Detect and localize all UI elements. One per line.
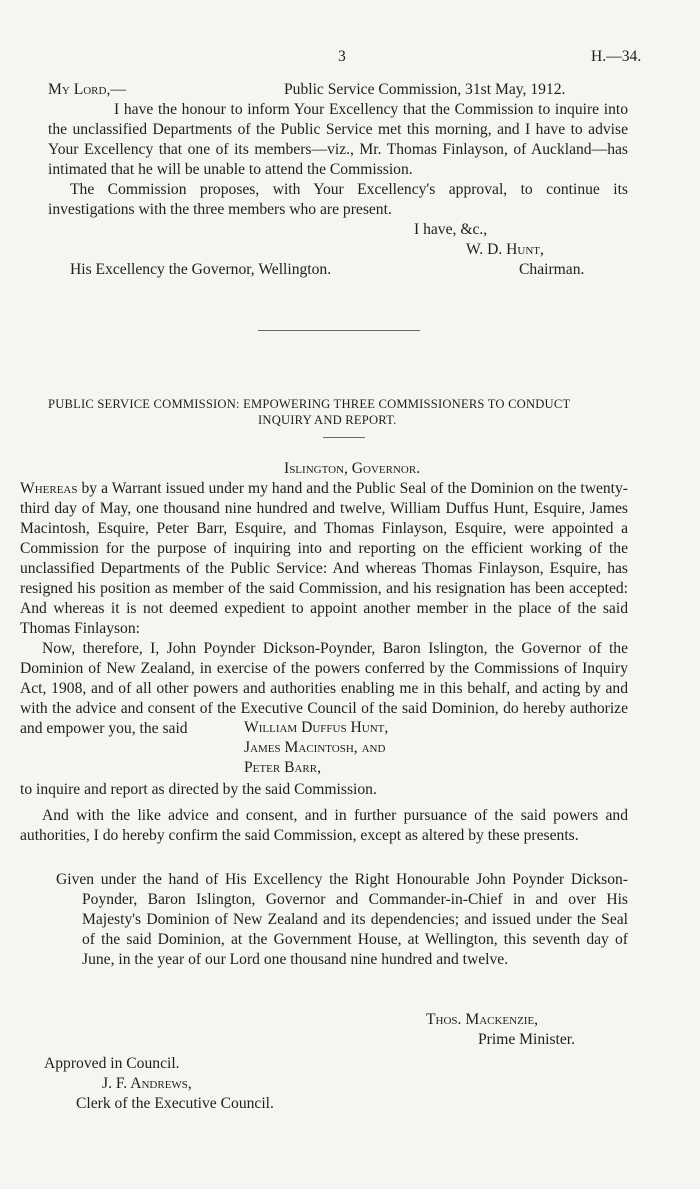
section-divider — [258, 330, 420, 331]
warrant-heading: PUBLIC SERVICE COMMISSION: EMPOWERING THREE COMMISSIONERS TO CONDUCT — [48, 397, 571, 411]
letter-paragraph: I have the honour to inform Your Excellency that the Commission to inquire into the unclassified Departments of the Public Service met this morning, and I have to advise Your Excellency that one of its members—viz., Mr. Thomas Finlayson, of Auckland—has intimated that he will be unable to attend the Commission. — [48, 101, 628, 178]
document-reference: H.—34. — [591, 48, 642, 65]
warrant-governor: Islington, Governor. — [284, 460, 421, 477]
given-under-paragraph: Given under the hand of His Excellency the Right Honourable John Poynder Dickson-Poynder, Baron Islington, Governor and Commander-in-Chief in and over His Majesty's Dominion of New Zealand and its dependencies; and issued under the Seal of the said Dominion, at the Government House, at Wellington, this seventh day of June, in the year of our Lord one thousand nine hundred and twelve. — [56, 871, 628, 968]
letter-signatory-title: Chairman. — [519, 261, 585, 278]
signer-name: Thos. Mackenzie, — [426, 1011, 539, 1028]
clerk-title: Clerk of the Executive Council. — [76, 1095, 274, 1112]
page-number: 3 — [338, 48, 346, 65]
whereas-paragraph: Whereas by a Warrant issued under my hand and the Public Seal of the Dominion on the twenty-third day of May, one thousand nine hundred and twelve, William Duffus Hunt, Esquire, James Macintosh, Esquire, Peter Barr, Esquire, and Thomas Finlayson, Esquire, were appointed a Commission for the purpose of inquiring into and reporting on the efficient working of the unclassified Departments of the Public Service: And whereas Thomas Finlayson, Esquire, has resigned his position as member of the said Commission, and his resignation has been accepted: And whereas it is not deemed expedient to appoint another member in the place of the said Thomas Finlayson: — [20, 480, 628, 637]
clerk-name: J. F. Andrews, — [102, 1075, 192, 1092]
warrant-heading-line2: INQUIRY AND REPORT. — [258, 413, 397, 427]
and-with-paragraph: And with the like advice and consent, and in further pursuance of the said powers and authorities, I do hereby confirm the said Commission, except as altered by these presents. — [20, 807, 628, 844]
member-name: Peter Barr, — [244, 759, 321, 776]
letter-closing: I have, &c., — [414, 221, 488, 238]
warrant-recitals — [20, 479, 628, 739]
letter-salutation: My Lord,— — [48, 81, 126, 98]
approved-line: Approved in Council. — [44, 1055, 180, 1072]
letter-addressee: His Excellency the Governor, Wellington. — [70, 261, 332, 278]
letter-body — [48, 100, 628, 220]
whereas-word: Whereas — [20, 480, 78, 497]
to-inquire-line: to inquire and report as directed by the said Commission. — [20, 781, 377, 798]
member-name: William Duffus Hunt, — [244, 719, 389, 736]
letter-signatory: W. D. Hunt, — [466, 241, 544, 258]
heading-divider — [323, 437, 365, 438]
now-therefore-paragraph: Now, therefore, I, John Poynder Dickson-Poynder, Baron Islington, the Governor of the Dominion of New Zealand, in exercise of the powers conferred by the Commissions of Inquiry Act, 1908, and of all other powers and authorities enabling me in this behalf, and acting by and with the advice and consent of the Executive Council of the said Dominion, do hereby authorize and empower you, the said — [20, 640, 628, 737]
letter-paragraph: The Commission proposes, with Your Excellency's approval, to continue its investigations with the three members who are present. — [48, 181, 628, 218]
member-name: James Macintosh, and — [244, 739, 386, 756]
signer-title: Prime Minister. — [478, 1031, 576, 1048]
letter-place-date: Public Service Commission, 31st May, 1912. — [284, 81, 566, 98]
